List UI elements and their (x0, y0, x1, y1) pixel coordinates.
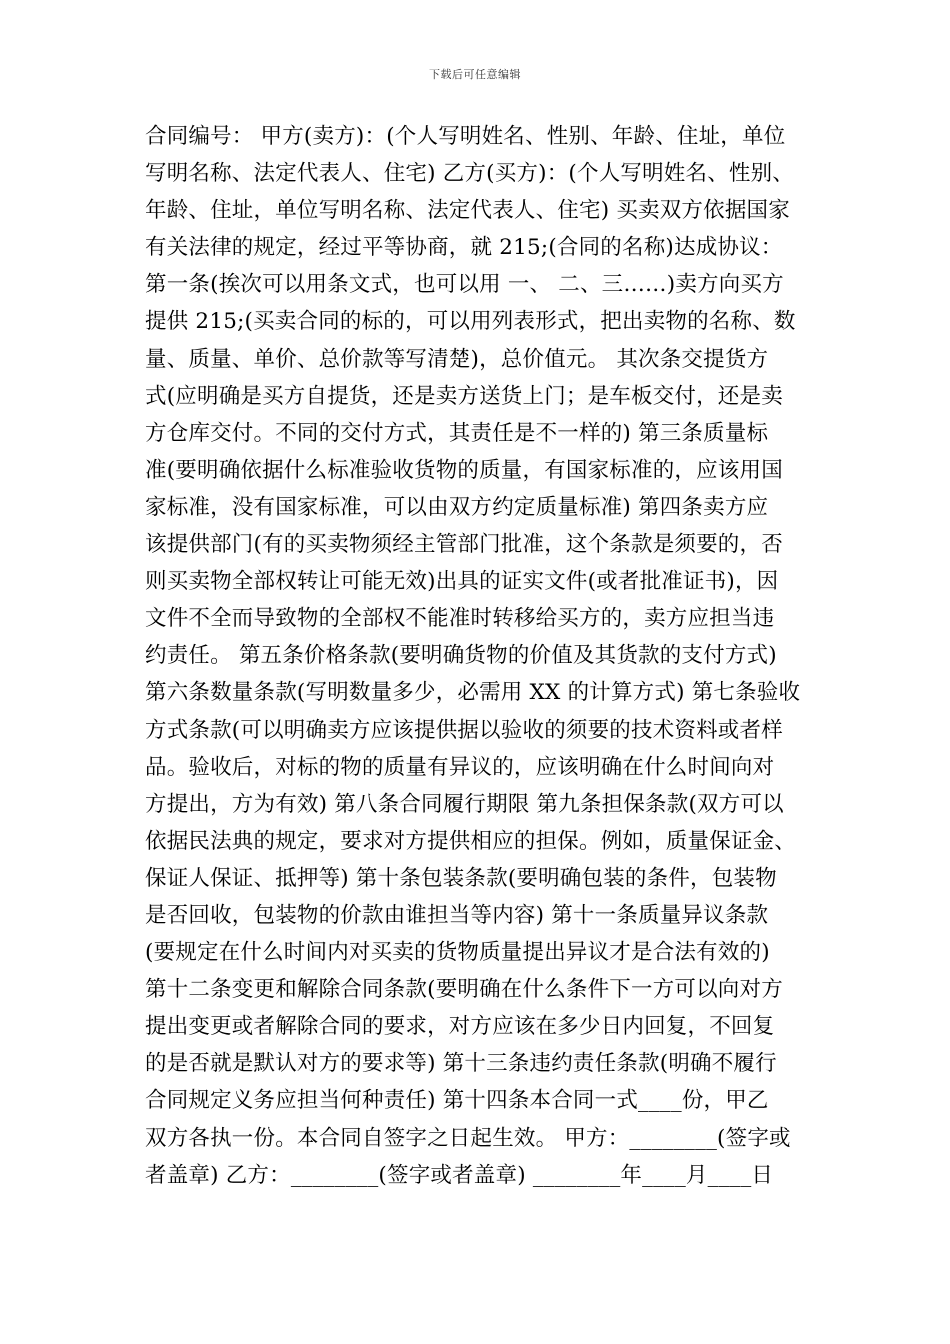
text-line: 提出变更或者解除合同的要求，对方应该在多少日内回复，不回复 (145, 1014, 775, 1040)
text-line: 保证人保证、抵押等) 第十条包装条款(要明确包装的条件，包装物 (145, 865, 777, 891)
text-line: 准(要明确依据什么标准验收货物的质量，有国家标准的，应该用国 (145, 457, 783, 483)
text-line: 品。验收后，对标的物的质量有异议的，应该明确在什么时间向对 (145, 754, 775, 780)
text-line: 第六条数量条款(写明数量多少，必需用 XX 的计算方式) 第七条验收 (145, 680, 801, 706)
text-line: 提供 215;(买卖合同的标的，可以用列表形式，把出卖物的名称、数 (145, 309, 796, 335)
text-line: 该提供部门(有的买卖物须经主管部门批准，这个条款是须要的，否 (145, 532, 783, 558)
page-header-note: 下载后可任意编辑 (429, 68, 521, 81)
text-line: 有关法律的规定，经过平等协商，就 215;(合同的名称)达成协议： (145, 235, 783, 261)
text-line: 合同规定义务应担当何种责任) 第十四条本合同一式____份，甲乙 (145, 1088, 769, 1114)
text-line: 式(应明确是买方自提货，还是卖方送货上门；是车板交付，还是卖 (145, 383, 783, 409)
text-line: 约责任。 第五条价格条款(要明确货物的价值及其货款的支付方式) (145, 643, 777, 669)
text-line: 者盖章) 乙方：________(签字或者盖章) ________年____月____日 (145, 1162, 774, 1188)
contract-body (145, 118, 825, 1194)
text-line: 的是否就是默认对方的要求等) 第十三条违约责任条款(明确不履行 (145, 1051, 777, 1077)
text-line: 量、质量、单价、总价款等写清楚)，总价值元。 其次条交提货方 (145, 346, 769, 372)
text-line: 家标准，没有国家标准，可以由双方约定质量标准) 第四条卖方应 (145, 494, 769, 520)
text-line: (要规定在什么时间内对买卖的货物质量提出异议才是合法有效的) (145, 940, 770, 966)
text-line: 文件不全而导致物的全部权不能准时转移给买方的，卖方应担当违 (145, 606, 775, 632)
text-line: 合同编号： 甲方(卖方)：(个人写明姓名、性别、年龄、住址，单位 (145, 124, 786, 149)
text-line: 方式条款(可以明确卖方应该提供据以验收的须要的技术资料或者样 (145, 717, 783, 743)
text-line: 写明名称、法定代表人、住宅) 乙方(买方)：(个人写明姓名、性别、 (145, 161, 794, 187)
text-line: 双方各执一份。本合同自签字之日起生效。 甲方：________(签字或 (145, 1125, 791, 1151)
text-line: 第一条(挨次可以用条文式，也可以用 一、 二、三……)卖方向买方 (145, 272, 784, 298)
text-line: 是否回收，包装物的价款由谁担当等内容) 第十一条质量异议条款 (145, 902, 769, 928)
text-line: 则买卖物全部权转让可能无效)出具的证实文件(或者批准证书)，因 (145, 569, 779, 595)
text-line: 年龄、住址，单位写明名称、法定代表人、住宅) 买卖双方依据国家 (145, 198, 790, 224)
text-line: 方提出，方为有效) 第八条合同履行期限 第九条担保条款(双方可以 (145, 791, 784, 817)
text-line: 依据民法典的规定，要求对方提供相应的担保。例如，质量保证金、 (145, 828, 797, 854)
text-line: 第十二条变更和解除合同条款(要明确在什么条件下一方可以向对方 (145, 977, 783, 1003)
text-line: 方仓库交付。不同的交付方式，其责任是不一样的) 第三条质量标 (145, 420, 769, 446)
